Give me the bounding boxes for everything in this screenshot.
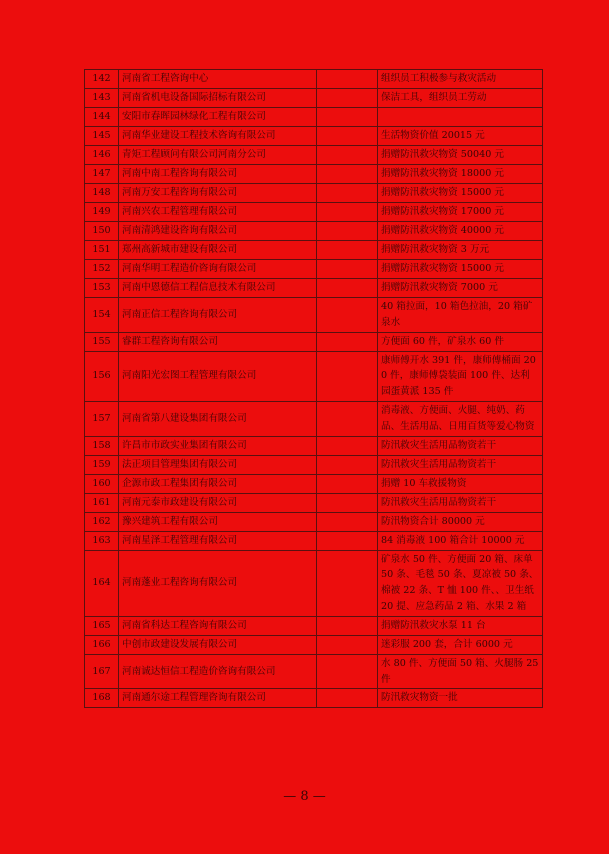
donation-content: 方便面 60 件，矿泉水 60 件 — [378, 332, 543, 351]
row-number: 156 — [85, 351, 119, 401]
donation-content: 捐赠防汛救灾物资 18000 元 — [378, 165, 543, 184]
donation-content: 捐赠防汛救灾物资 7000 元 — [378, 279, 543, 298]
table-row — [85, 260, 543, 279]
company-name: 郑州高新城市建设有限公司 — [119, 241, 317, 260]
donation-content: 迷彩服 200 套，合计 6000 元 — [378, 635, 543, 654]
table-row — [85, 351, 543, 401]
company-name: 河南清鸿建设咨询有限公司 — [119, 222, 317, 241]
company-name: 豫兴建筑工程有限公司 — [119, 512, 317, 531]
table-row — [85, 635, 543, 654]
empty-cell — [317, 401, 378, 436]
empty-cell — [317, 550, 378, 616]
row-number: 165 — [85, 616, 119, 635]
donation-content: 捐赠 10 车救援物资 — [378, 474, 543, 493]
empty-cell — [317, 436, 378, 455]
empty-cell — [317, 493, 378, 512]
donation-content: 保洁工具，组织员工劳动 — [378, 89, 543, 108]
page-number: — 8 — — [283, 789, 326, 804]
donation-content: 84 消毒液 100 箱合计 10000 元 — [378, 531, 543, 550]
empty-cell — [317, 332, 378, 351]
company-name: 企源市政工程集团有限公司 — [119, 474, 317, 493]
empty-cell — [317, 70, 378, 89]
empty-cell — [317, 165, 378, 184]
empty-cell — [317, 351, 378, 401]
row-number: 153 — [85, 279, 119, 298]
empty-cell — [317, 260, 378, 279]
row-number: 162 — [85, 512, 119, 531]
empty-cell — [317, 616, 378, 635]
table-row — [85, 89, 543, 108]
company-name: 安阳市春晖园林绿化工程有限公司 — [119, 108, 317, 127]
row-number: 144 — [85, 108, 119, 127]
row-number: 157 — [85, 401, 119, 436]
table-row — [85, 474, 543, 493]
donation-content: 矿泉水 50 件、方便面 20 箱、床单 50 条、毛毯 50 条、夏凉被 50 条、棉被 22 条、T 恤 100 件、、卫生纸 20 提、应急药品 2 箱、水果 2 箱 — [378, 550, 543, 616]
donation-content: 防汛物资合计 80000 元 — [378, 512, 543, 531]
donation-table — [84, 69, 543, 708]
donation-content: 组织员工积极参与救灾活动 — [378, 70, 543, 89]
company-name: 河南蓬业工程咨询有限公司 — [119, 550, 317, 616]
donation-content: 防汛救灾生活用品物资若干 — [378, 436, 543, 455]
donation-content: 生活物资价值 20015 元 — [378, 127, 543, 146]
table-row — [85, 165, 543, 184]
donation-content: 消毒液、方便面、火腿、纯奶、药品、生活用品、日用百货等爱心物资 — [378, 401, 543, 436]
empty-cell — [317, 512, 378, 531]
donation-content: 捐赠防汛救灾物资 40000 元 — [378, 222, 543, 241]
company-name: 河南华业建设工程技术咨询有限公司 — [119, 127, 317, 146]
donation-content: 捐赠防汛救灾物资 15000 元 — [378, 184, 543, 203]
table-row — [85, 241, 543, 260]
company-name: 河南省机电设备国际招标有限公司 — [119, 89, 317, 108]
company-name: 中创市政建设发展有限公司 — [119, 635, 317, 654]
empty-cell — [317, 89, 378, 108]
table-body — [85, 70, 543, 708]
company-name: 河南中恩德信工程信息技术有限公司 — [119, 279, 317, 298]
donation-content: 40 箱拉面，10 箱色拉油，20 箱矿泉水 — [378, 298, 543, 333]
row-number: 145 — [85, 127, 119, 146]
row-number: 142 — [85, 70, 119, 89]
table-row — [85, 550, 543, 616]
table-row — [85, 70, 543, 89]
empty-cell — [317, 635, 378, 654]
empty-cell — [317, 108, 378, 127]
table-row — [85, 512, 543, 531]
table-row — [85, 298, 543, 333]
row-number: 163 — [85, 531, 119, 550]
company-name: 河南省第八建设集团有限公司 — [119, 401, 317, 436]
donation-content: 捐赠防汛救灾水泵 11 台 — [378, 616, 543, 635]
row-number: 143 — [85, 89, 119, 108]
table-row — [85, 222, 543, 241]
empty-cell — [317, 241, 378, 260]
table-row — [85, 689, 543, 708]
company-name: 河南万安工程咨询有限公司 — [119, 184, 317, 203]
row-number: 146 — [85, 146, 119, 165]
donation-content: 水 80 件、方便面 50 箱、火腿肠 25 件 — [378, 654, 543, 689]
row-number: 161 — [85, 493, 119, 512]
empty-cell — [317, 298, 378, 333]
donation-content — [378, 108, 543, 127]
company-name: 河南正信工程咨询有限公司 — [119, 298, 317, 333]
row-number: 154 — [85, 298, 119, 333]
row-number: 147 — [85, 165, 119, 184]
empty-cell — [317, 654, 378, 689]
table-row — [85, 146, 543, 165]
company-name: 河南省科达工程咨询有限公司 — [119, 616, 317, 635]
table-row — [85, 493, 543, 512]
donation-content: 捐赠防汛救灾物资 15000 元 — [378, 260, 543, 279]
empty-cell — [317, 146, 378, 165]
empty-cell — [317, 203, 378, 222]
company-name: 河南元泰市政建设有限公司 — [119, 493, 317, 512]
company-name: 河南阳光宏图工程管理有限公司 — [119, 351, 317, 401]
row-number: 168 — [85, 689, 119, 708]
row-number: 164 — [85, 550, 119, 616]
row-number: 152 — [85, 260, 119, 279]
company-name: 河南省工程咨询中心 — [119, 70, 317, 89]
row-number: 166 — [85, 635, 119, 654]
empty-cell — [317, 184, 378, 203]
company-name: 青矩工程顾问有限公司河南分公司 — [119, 146, 317, 165]
donation-content: 捐赠防汛救灾物资 50040 元 — [378, 146, 543, 165]
row-number: 167 — [85, 654, 119, 689]
donation-content: 康师傅开水 391 件，康师傅桶面 200 件，康师傅袋装面 100 件、达利园蛋黄派 135 件 — [378, 351, 543, 401]
row-number: 159 — [85, 455, 119, 474]
row-number: 160 — [85, 474, 119, 493]
table-row — [85, 531, 543, 550]
empty-cell — [317, 689, 378, 708]
table-row — [85, 436, 543, 455]
table-row — [85, 127, 543, 146]
company-name: 河南诚达恒信工程造价咨询有限公司 — [119, 654, 317, 689]
table-row — [85, 401, 543, 436]
table-row — [85, 184, 543, 203]
company-name: 河南星泽工程管理有限公司 — [119, 531, 317, 550]
donation-content: 防汛救灾物资一批 — [378, 689, 543, 708]
empty-cell — [317, 127, 378, 146]
donation-content: 捐赠防汛救灾物资 3 万元 — [378, 241, 543, 260]
company-name: 法正项目管理集团有限公司 — [119, 455, 317, 474]
table-row — [85, 332, 543, 351]
donation-content: 防汛救灾生活用品物资若干 — [378, 493, 543, 512]
company-name: 许昌市市政实业集团有限公司 — [119, 436, 317, 455]
row-number: 151 — [85, 241, 119, 260]
empty-cell — [317, 474, 378, 493]
row-number: 148 — [85, 184, 119, 203]
row-number: 158 — [85, 436, 119, 455]
row-number: 150 — [85, 222, 119, 241]
donation-content: 防汛救灾生活用品物资若干 — [378, 455, 543, 474]
donation-content: 捐赠防汛救灾物资 17000 元 — [378, 203, 543, 222]
table-row — [85, 108, 543, 127]
empty-cell — [317, 531, 378, 550]
company-name: 河南兴农工程管理有限公司 — [119, 203, 317, 222]
table-row — [85, 279, 543, 298]
table-row — [85, 455, 543, 474]
row-number: 149 — [85, 203, 119, 222]
empty-cell — [317, 222, 378, 241]
company-name: 睿群工程咨询有限公司 — [119, 332, 317, 351]
empty-cell — [317, 455, 378, 474]
company-name: 河南中南工程咨询有限公司 — [119, 165, 317, 184]
company-name: 河南华明工程造价咨询有限公司 — [119, 260, 317, 279]
row-number: 155 — [85, 332, 119, 351]
table-row — [85, 616, 543, 635]
company-name: 河南通尔途工程管理咨询有限公司 — [119, 689, 317, 708]
empty-cell — [317, 279, 378, 298]
table-row — [85, 203, 543, 222]
table-row — [85, 654, 543, 689]
